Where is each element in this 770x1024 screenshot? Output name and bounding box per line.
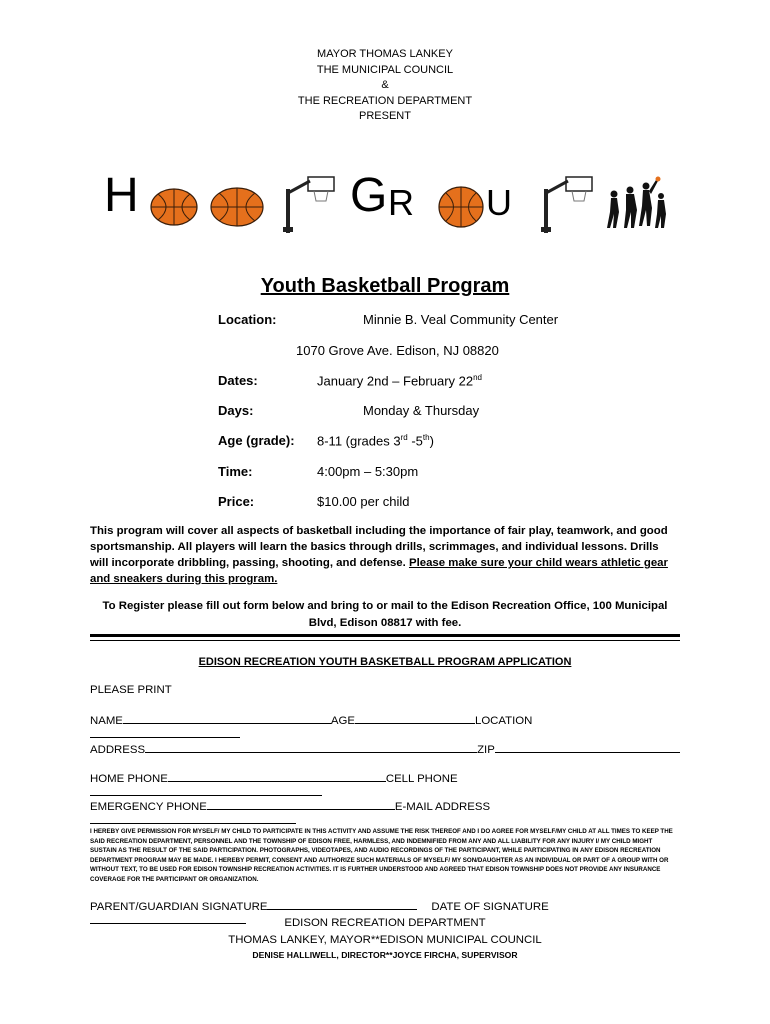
age-field[interactable] [355,713,475,724]
time-label: Time: [218,464,253,479]
logo-letter-g: G [350,169,388,222]
home-phone-field[interactable] [168,771,386,782]
days-label: Days: [218,403,254,418]
header-line-present: PRESENT [359,110,411,122]
program-title: Youth Basketball Program [260,275,510,297]
presenters-header [0,47,770,125]
liability-waiver: I HEREBY GIVE PERMISSION FOR MYSELF/ MY CHILD TO PARTICIPATE IN THIS ACTIVITY AND ASSUME THE RISK THEREOF AND I DO AGREE FOR MYSELF/MY CHILD AT ALL TIMES TO KEEP THE SAID RECREATION DEPARTMENT, PERSONNEL AND THE TOWNSHIP OF EDISON FREE, HARMLESS, AND INDEMNIFIED FROM ANY AND ALL LIABILITY FOR ANY INJURY I/ MY CHILD MIGHT SUSTAIN AS THE RESULT OF THE SAID PARTICIPATION. PHOTOGRAPHS, VIDEOTAPES, AND AUDIO RECORDINGS OF THE PARTICIPANT, WHILE PARTICIPATING IN ANY EDISON RECREATION DEPARTMENT PROGRAM MAY BE MADE. I HEREBY PERMIT, CONSENT AND AUTHORIZE SUCH MATERIALS OF MYSELF/ MY SON/DAUGHTER AS AN INDIVIDUAL OR PART OF A GROUP WITH OR WITHOUT TEXT, TO BE USED FOR EDISON TOWNSHIP RECREATION ACTIVITIES. IT IS FURTHER UNDERSTOOD AND AGREED THAT EDISON TOWNSHIP DOES NOT PROVIDE ANY INSURANCE COVERAGE FOR THE PARTICIPANT OR ORGANIZATION. [90,828,673,883]
emergency-phone-label: EMERGENCY PHONE [90,801,207,813]
age-label: Age (grade): [218,433,295,448]
price-label: Price: [218,494,255,509]
registration-instructions: To Register please fill out form below and bring to or mail to the Edison Recreation Office, 100 Municipal Blvd, Edison 08817 with fee. [102,600,668,629]
age-value: 8-11 (grades 3rd -5th) [317,433,434,449]
emergency-phone-field[interactable] [207,799,395,810]
parent-signature-field[interactable] [267,899,417,910]
divider-thin [90,640,680,641]
location-address: 1070 Grove Ave. Edison, NJ 08820 [296,343,499,358]
program-description [90,523,675,587]
attire-notice: Please make sure your child wears athletic gear and sneakers during this program. [90,557,668,585]
time-value: 4:00pm – 5:30pm [317,464,419,479]
phone-row [90,771,680,799]
basketball-icon [151,189,197,225]
zip-field[interactable] [495,742,680,753]
header-line-council: THE MUNICIPAL COUNCIL [316,63,454,76]
description-text: This program will cover all aspects of basketball including the importance of fair play, teamwork, and good sportsmanship. All players will learn the basics through drills, scrimmages, and individual lessons. Drills will incorporate dribbling, passing, shooting, and defense. [90,525,668,569]
days-value: Monday & Thursday [363,403,480,418]
name-field[interactable] [123,713,331,724]
age-label: AGE [330,715,355,727]
footer-department: EDISON RECREATION DEPARTMENT [284,917,486,929]
logo-letter-r: R [388,182,414,223]
basketball-icons [150,182,270,232]
please-print-label: PLEASE PRINT [90,684,172,696]
logo-letter-u: U [486,182,512,223]
dates-value: January 2nd – February 22nd [317,373,483,389]
basketball-icon [437,182,485,232]
address-label: ADDRESS [90,744,146,756]
header-line-ampersand: & [381,79,389,91]
name-label: NAME [90,715,123,727]
hoop-stand-icon [538,175,598,235]
location-value: Minnie B. Veal Community Center [363,312,559,327]
location-field-label: LOCATION [474,715,533,727]
application-title: EDISON RECREATION YOUTH BASKETBALL PROGRAM APPLICATION [198,656,572,668]
cell-phone-field[interactable] [90,785,322,796]
header-line-recreation: THE RECREATION DEPARTMENT [297,94,473,107]
emergency-email-row [90,799,680,827]
email-label: E-MAIL ADDRESS [394,801,491,813]
date-of-signature-label: DATE OF SIGNATURE [431,901,549,913]
basketball-icon [211,188,263,226]
hoop-stand-icon [280,175,340,235]
footer-officials: THOMAS LANKEY, MAYOR**EDISON MUNICIPAL COUNCIL [228,934,542,946]
hoop-group-logo [0,160,770,240]
divider-thick [90,634,680,637]
address-field[interactable] [145,742,477,753]
name-age-location-row [90,713,680,741]
footer-staff: DENISE HALLIWELL, DIRECTOR**JOYCE FIRCHA, SUPERVISOR [252,950,518,960]
logo-letter-h: H [104,169,139,222]
parent-signature-label: PARENT/GUARDIAN SIGNATURE [90,901,268,913]
email-field[interactable] [90,813,296,824]
players-silhouette-icon [604,176,670,232]
price-value: $10.00 per child [317,494,410,509]
address-zip-row [90,742,680,756]
zip-label: ZIP [477,744,495,756]
cell-phone-label: CELL PHONE [385,773,458,785]
location-label: Location: [218,312,277,327]
home-phone-label: HOME PHONE [90,773,168,785]
dates-label: Dates: [218,373,258,388]
location-field[interactable] [90,727,240,738]
header-line-mayor: MAYOR THOMAS LANKEY [317,48,453,60]
